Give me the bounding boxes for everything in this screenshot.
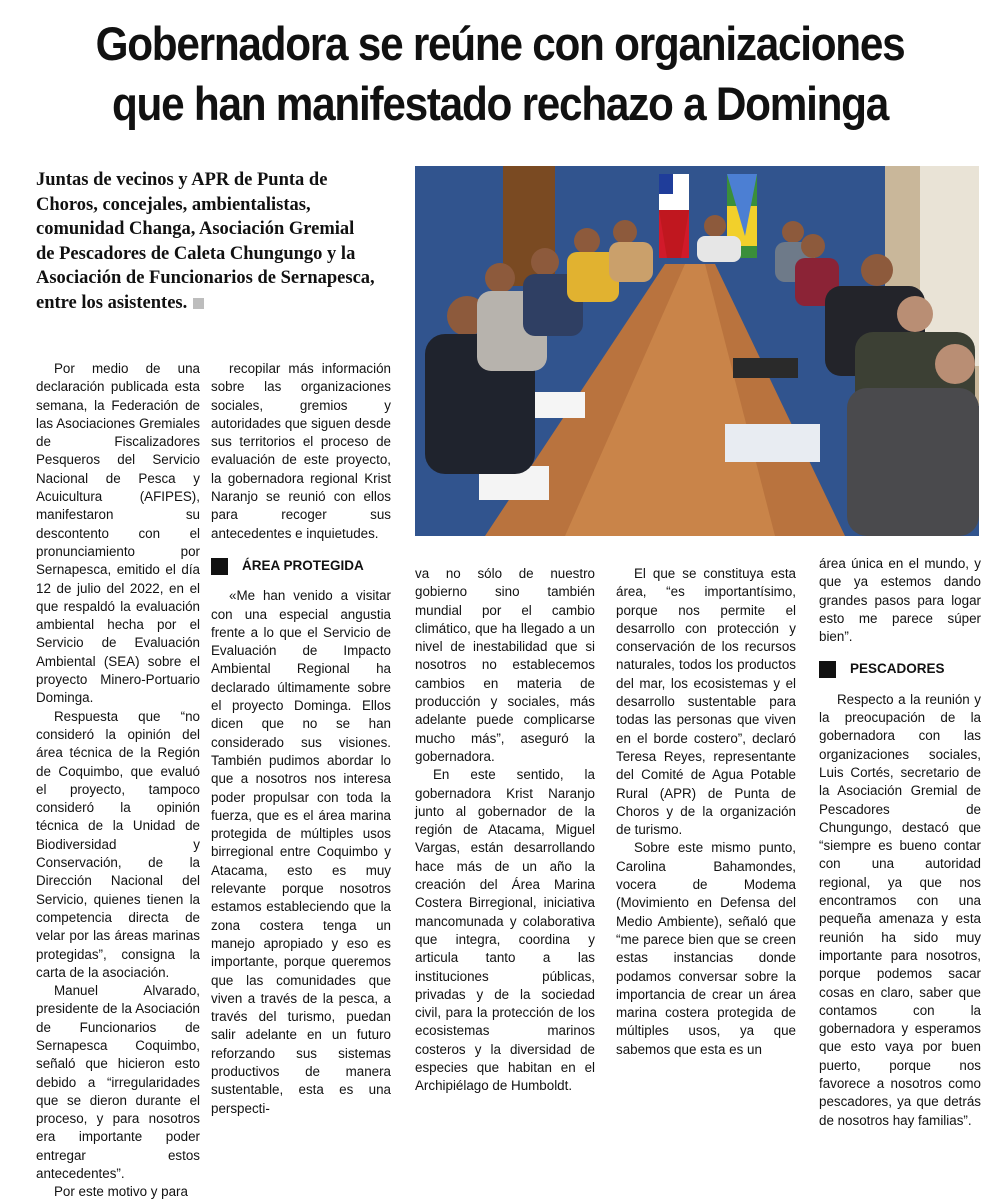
column-1 <box>36 360 200 1202</box>
paragraph: área única en el mundo, y que ya estemos dando grandes pasos para logar esto me parece súper bien”. <box>819 556 981 645</box>
column-3 <box>415 565 595 1096</box>
paragraph: Manuel Alvarado, presidente de la Asociación de Funcionarios de Sernapesca Coquimbo, señaló que hicieron esto debido a “irregularidades que se dieron durante el proceso, y para nosotros era importante poder entregar estos antecedentes”. <box>36 983 200 1182</box>
headline-line-1: Gobernadora se reúne con organizaciones <box>95 17 905 70</box>
column-4 <box>616 565 796 1059</box>
subhead-square-icon <box>211 558 228 575</box>
paragraph: El que se constituya esta área, “es importantísimo, porque nos permite el desarrollo con protección y conservación de los recursos naturales, todos los productos del mar, los ecosistemas y el desarrollo sustentable para todas las personas que viven en el borde costero”, declaró Teresa Reyes, representante del Comité de Agua Potable Rural (APR) de Punta de Choros y de la organización de turismo. <box>616 566 796 838</box>
subhead-label: ÁREA PROTEGIDA <box>242 557 364 573</box>
headline-line-2: que han manifestado rechazo a Dominga <box>111 77 889 130</box>
paragraph: Por este motivo y para <box>54 1184 188 1200</box>
subhead-label: PESCADORES <box>850 661 945 677</box>
paragraph: Respecto a la reunión y la preocupación de la gobernadora con las organizaciones sociales, Luis Cortés, secretario de la Asociación Gremial de Pescadores de Chungungo, destacó que “siempre es bueno contar con una autoridad regional, ya que nos encontramos con una pequeña amenaza y esta reunión ha sido muy importante para nosotros, porque podemos sacar cosas en claro, saber que contamos con la gobernadora y esperamos que esto vaya por buen puerto, porque nos favorece a nosotros como pescadores, ya que detrás de nosotros hay familias”. <box>819 691 981 1128</box>
subhead-square-icon <box>819 661 836 678</box>
column-2 <box>211 360 391 1118</box>
end-square-icon <box>193 298 204 309</box>
subhead-pescadores <box>819 660 981 678</box>
meeting-photo-illustration <box>415 166 979 536</box>
paragraph: va no sólo de nuestro gobierno sino también mundial por el cambio climático, que ha llegado a un nivel de inestabilidad que si nosotros no establecemos cambios en materia de producción y sociales, más adelante puede complicarse mucho más”, aseguró la gobernadora. <box>415 566 595 764</box>
lede-text: Juntas de vecinos y APR de Punta de Choros, concejales, ambientalistas, comunidad Changa, Asociación Gremial de Pescadores de Caleta Chungungo y la Asociación de Funcionarios de Sernapesca, entre los asistentes. <box>36 170 375 313</box>
subhead-area-protegida <box>211 557 391 575</box>
paragraph: recopilar más información sobre las organizaciones sociales, gremios y autoridades que siguen desde sus territorios el proceso de evaluación de este proyecto, la gobernadora regional Krist Naranjo se reunió con ellos para recoger sus antecedentes e inquietudes. <box>211 361 391 541</box>
headline <box>50 14 950 134</box>
column-5 <box>819 555 981 1130</box>
paragraph: Sobre este mismo punto, Carolina Bahamondes, vocera de Modema (Movimiento en Defensa del Medio Ambiente), señaló que “me parece bien que se creen estas instancias donde podamos conversar sobre la importancia de crear un área marina costera protegida de múltiples usos, ya que sabemos que esta es un <box>616 840 796 1057</box>
meeting-photo <box>415 166 979 536</box>
paragraph: En este sentido, la gobernadora Krist Naranjo junto al gobernador de la región de Atacama, Miguel Vargas, están desarrollando hace más de un año la creación del Área Marina Costera Birregional, iniciativa mancomunada y colaborativa que integra, coordina y articula tanto a las instituciones públicas, privadas y de la sociedad civil, para la protección de los ecosistemas marinos costeros y la diversidad de especies que habitan en el Archipiélago de Humboldt. <box>415 767 595 1094</box>
paragraph: Por medio de una declaración publicada esta semana, la Federación de las Asociaciones Gremiales de Fiscalizadores Pesqueros del Servicio Nacional de Pesca y Acuicultura (AFIPES), manifestaron su descontento con el pronunciamiento por Sernapesca, emitido el día 12 de julio del 2022, en el que respaldó la evaluación ambiental hecha por el Servicio de Evaluación Ambiental (SEA) sobre el proyecto Minero-Portuario Dominga. <box>36 361 200 706</box>
paragraph: Respuesta que “no consideró la opinión del área técnica de la Región de Coquimbo, que evaluó el proyecto, tampoco consideró la opinión técnica de la Unidad de Biodiversidad y Conservación, de la Dirección Nacional del Servicio, quienes tienen la competencia directa de velar por las áreas marinas protegidas”, consigna la carta de la asociación. <box>36 708 200 980</box>
lede <box>36 168 376 315</box>
paragraph: «Me han venido a visitar con una especial angustia frente a lo que el Servicio de Evaluación de Impacto Ambiental Regional ha declarado últimamente sobre el proyecto Dominga. Ellos dicen que no se han considerado sus visiones. También pudimos abordar lo que a nosotros nos interesa poder propulsar con toda la fuerza, que es el área marina protegida de múltiples usos birregional entre Coquimbo y Atacama, esto es muy relevante porque nosotros estamos estableciendo que la zona costera tenga un manejo apropiado y eso es importante, porque queremos que las comunidades que viven a través de la pesca, a través del turismo, puedan salir adelante en un futuro reforzando sus sistemas productivos de manera sustentable, esta es una perspecti- <box>211 588 391 1116</box>
